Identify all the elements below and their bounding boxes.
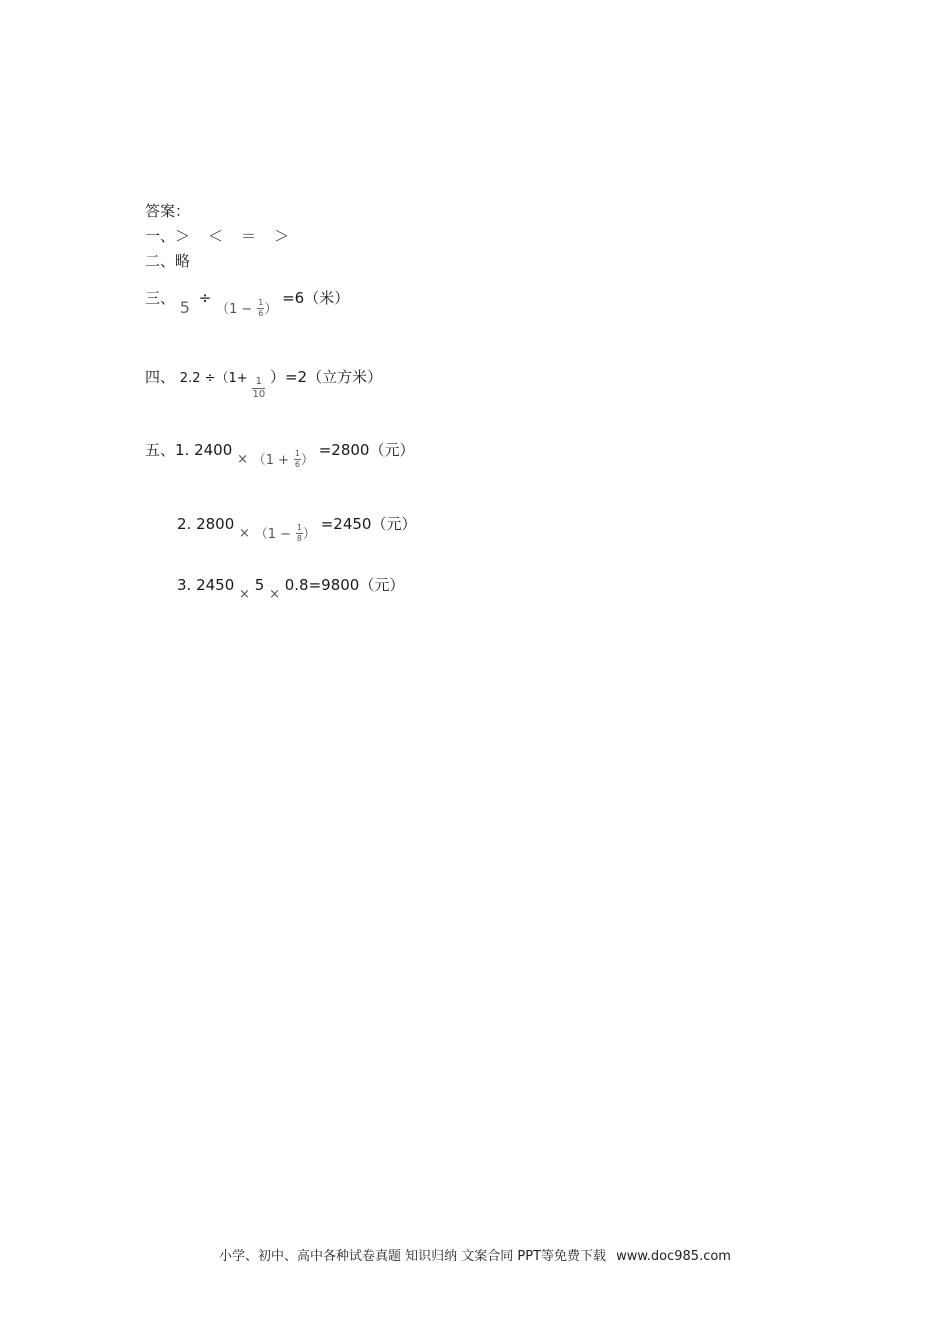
q5-2-result: =2450（元） <box>320 515 417 533</box>
q5-1-label: 1. 2400 <box>175 441 233 459</box>
q5-1-left-paren: （ <box>252 453 266 468</box>
q5-1-right-paren: ） <box>300 453 314 468</box>
q5-2-frac-num: 1 <box>296 523 302 532</box>
q5-2-left-paren: （ <box>254 527 268 542</box>
q1-symbol-1: ＞ <box>175 227 191 245</box>
q5-2-fraction <box>296 524 303 543</box>
q5-1-times: × <box>237 452 248 467</box>
heading-text: 答案： <box>145 202 191 220</box>
q5-1-one-plus: 1 + <box>265 453 290 468</box>
q1-symbol-3: ＝ <box>241 227 257 245</box>
q5-3-times-1: × <box>239 587 250 602</box>
q1-prefix: 一、 <box>145 227 176 245</box>
q5-3-times-2: × <box>269 587 280 602</box>
q5-1-result: =2800（元） <box>318 441 415 459</box>
q3-result: =6（米） <box>282 289 350 307</box>
answer-q5-item-1 <box>145 441 415 469</box>
q5-1-fraction <box>294 450 301 469</box>
footer-url[interactable]: www.doc985.com <box>616 1249 731 1264</box>
q2-prefix: 二、 <box>145 252 176 270</box>
q5-2-times: × <box>239 526 250 541</box>
q4-fraction <box>252 377 265 400</box>
q5-3-result: 0.8=9800（元） <box>284 576 405 594</box>
q4-result: ）=2（立方米） <box>269 368 383 386</box>
page-footer <box>0 1245 950 1264</box>
q4-expression: 2.2 ÷（1+ <box>179 371 248 386</box>
q3-left-paren: （ <box>216 302 230 317</box>
q3-divide-sign: ÷ <box>198 289 212 307</box>
q3-dividend: 5 <box>179 298 190 317</box>
answer-q4 <box>145 366 383 400</box>
q1-symbol-2: ＜ <box>208 227 224 245</box>
answer-q5-item-3 <box>177 576 405 602</box>
q3-one-minus: 1 − <box>229 302 253 317</box>
answer-q3 <box>145 289 350 318</box>
q3-right-paren: ） <box>264 302 278 317</box>
q3-frac-num: 1 <box>258 298 264 307</box>
q5-3-mid: 5 <box>254 576 265 594</box>
q4-frac-num: 1 <box>252 377 265 389</box>
q5-2-right-paren: ） <box>302 527 316 542</box>
q5-2-one-minus: 1 − <box>267 527 292 542</box>
q5-1-frac-den: 6 <box>294 460 300 469</box>
q3-prefix: 三、 <box>145 289 176 307</box>
answer-q2 <box>145 254 190 269</box>
footer-text: 小学、初中、高中各种试卷真题 知识归纳 文案合同 PPT等免费下载 <box>219 1249 607 1264</box>
q3-frac-den: 6 <box>258 309 264 318</box>
answer-q1 <box>145 229 307 244</box>
q5-3-label: 3. 2450 <box>177 576 235 594</box>
q5-prefix: 五、 <box>145 441 176 459</box>
q4-frac-den: 10 <box>252 389 266 400</box>
q5-2-frac-den: 8 <box>296 534 302 543</box>
q1-symbol-4: ＞ <box>274 227 290 245</box>
q5-1-frac-num: 1 <box>294 449 300 458</box>
q4-prefix: 四、 <box>145 368 176 386</box>
q2-text: 略 <box>175 252 191 270</box>
q5-2-label: 2. 2800 <box>177 515 235 533</box>
answer-q5-item-2 <box>177 515 417 543</box>
answer-heading <box>145 204 190 219</box>
